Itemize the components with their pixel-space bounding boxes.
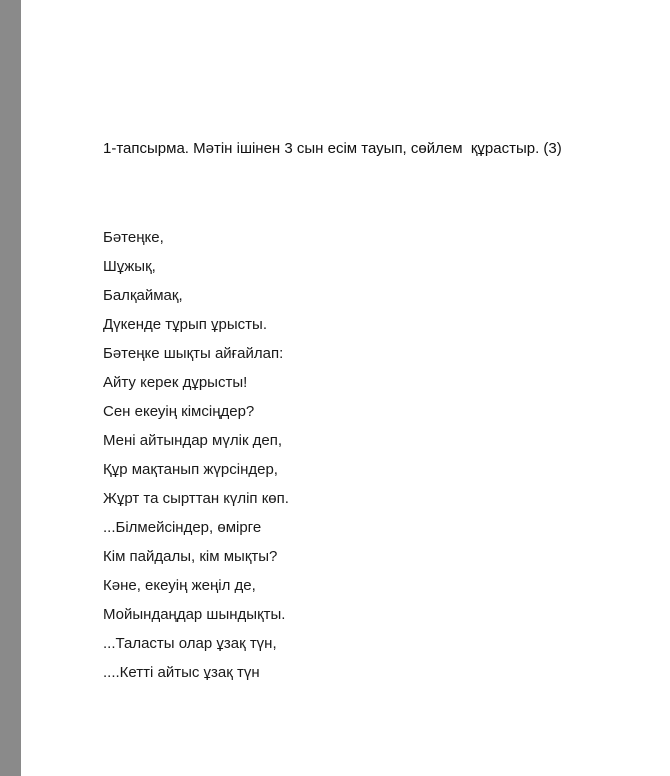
poem-line: Дүкенде тұрып ұрысты. (103, 316, 268, 333)
poem-line: Сен екеуің кімсіңдер? (103, 403, 255, 420)
poem-line: Кәне, екеуің жеңіл де, (103, 577, 256, 594)
poem-line: Жұрт та сырттан күліп көп. (103, 490, 289, 507)
poem-line: Құр мақтанып жүрсіндер, (103, 461, 278, 478)
poem-line: Шұжық, (103, 258, 156, 275)
poem-line: ....Кетті айтыс ұзақ түн (103, 664, 260, 681)
poem-line: ...Білмейсіндер, өмірге (103, 519, 262, 536)
poem-line: Мені айтындар мүлік деп, (103, 432, 283, 449)
poem-line: Кім пайдалы, кім мықты? (103, 548, 278, 565)
poem-line: ...Таласты олар ұзақ түн, (103, 635, 277, 652)
left-gutter-bar (0, 0, 21, 776)
poem-line: Айту керек дұрысты! (103, 374, 248, 391)
poem-line: Бәтеңке шықты айғайлап: (103, 345, 284, 362)
poem-line: Мойындаңдар шындықты. (103, 606, 286, 623)
document-page (21, 0, 670, 776)
poem-text (103, 228, 289, 692)
task-heading: 1-тапсырма. Мәтін ішінен 3 сын есім тауып, сөйлем құрастыр. (3) (103, 140, 562, 157)
poem-line: Бәтеңке, (103, 229, 164, 246)
poem-line: Балқаймақ, (103, 287, 183, 304)
